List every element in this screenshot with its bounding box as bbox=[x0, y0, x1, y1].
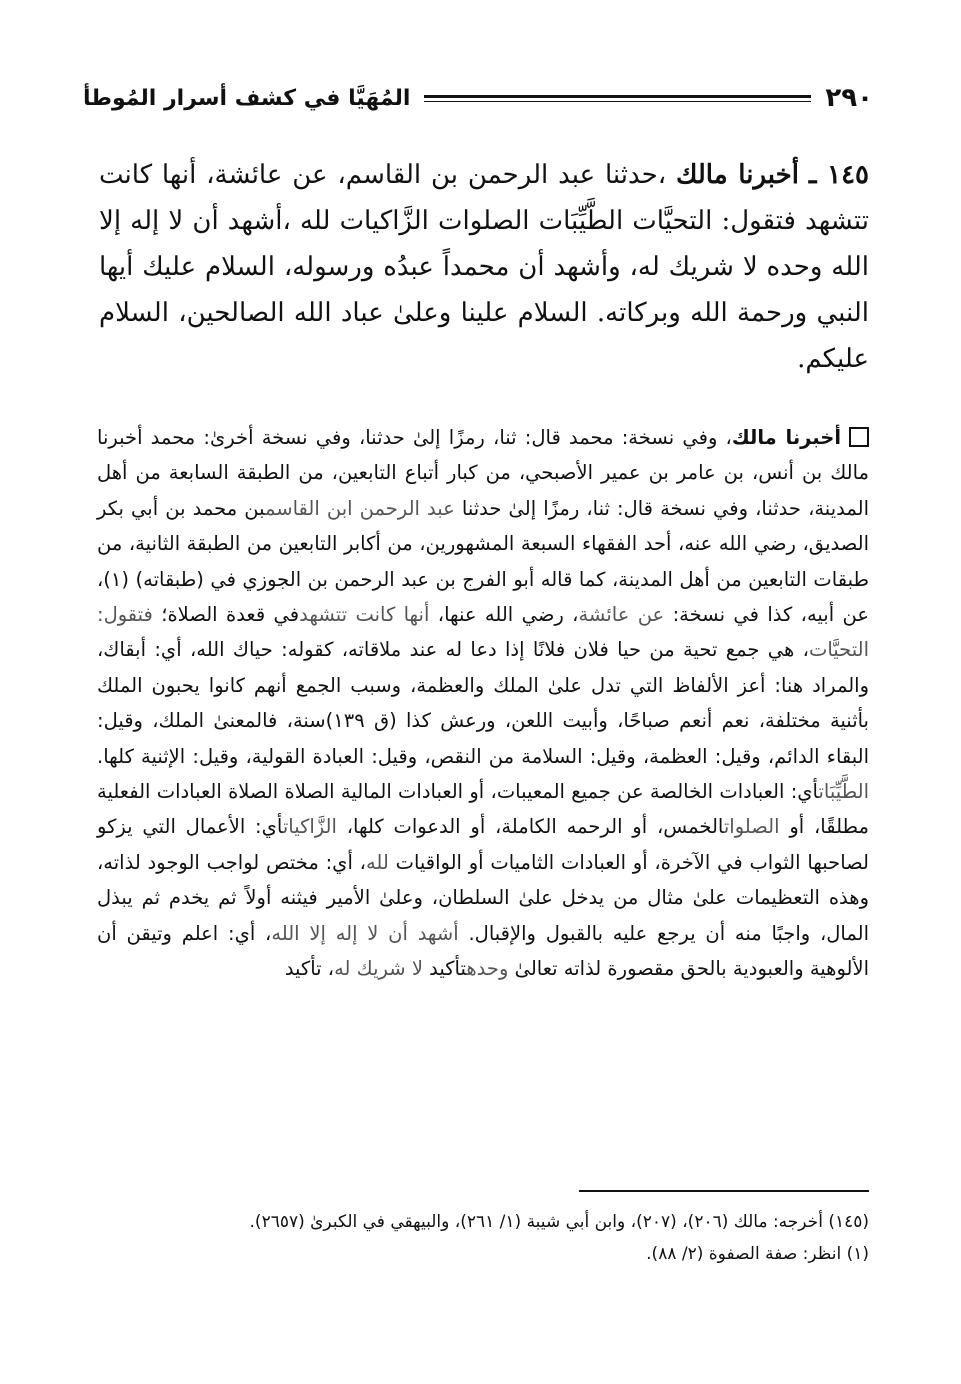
commentary-segment: تأكيد bbox=[422, 957, 467, 981]
commentary bbox=[97, 420, 869, 987]
commentary-quote: أنها كانت تتشهد bbox=[299, 603, 430, 627]
commentary-segment: ، وفي نسخة: محمد قال: ثنا، رمزًا إلىٰ حدثنا، وفي نسخة أخرىٰ: محمد أخبرنا مالك بن أنس، بن عامر بن عمير الأصبحي، من كبار أتباع التابعين، من الطبقة السابعة من أهل المدينة، bbox=[97, 426, 869, 520]
footnote-separator bbox=[579, 1190, 869, 1192]
commentary-segment: ، أي: اعلم وتيقن أن الألوهية والعبودية بالحق مقصورة لذاته تعالىٰ bbox=[97, 921, 869, 981]
commentary-segment: بن محمد بن أبي بكر الصديق، رضي الله عنه، أحد الفقهاء السبعة المشهورين، من أكابر التابعين من الطبقة الثانية، من طبقات التابعين من أهل المدينة، كما قاله أبو الفرج بن عبد الرحمن بن الجوزي في (طبقاته) (١)، عن أبيه، كذا في نسخة: bbox=[97, 496, 869, 627]
commentary-quote: الزَّاكيات bbox=[282, 815, 337, 839]
square-marker-icon bbox=[849, 427, 869, 447]
footnotes bbox=[97, 1206, 869, 1270]
commentary-quote: عبد الرحمن ابن القاسم bbox=[264, 496, 455, 520]
hadith-text bbox=[99, 152, 869, 382]
commentary-segment: في قعدة الصلاة؛ bbox=[152, 603, 300, 627]
hadith-number: ١٤٥ ـ bbox=[808, 160, 870, 190]
page-header bbox=[83, 78, 873, 118]
commentary-quote: لله bbox=[365, 850, 389, 874]
commentary-segment: ، أي: مختص لواجب الوجود لذاته، وهذه التعظيمات علىٰ مثال من يدخل علىٰ السلطان، وعلىٰ الأمير فيثنه أولاً ثم يخدم ثم يبذل المال، واجبًا منه أن يرجع عليه بالقبول والإقبال. bbox=[97, 850, 869, 945]
commentary-segment: الخمس، أو الرحمه الكاملة، أو الدعوات كلها، bbox=[336, 815, 724, 839]
commentary-quote: لا شريك له bbox=[334, 957, 423, 981]
commentary-quote: وحده bbox=[466, 957, 509, 981]
footnote-1: (١) انظر: صفة الصفوة (٢/ ٨٨). bbox=[646, 1244, 869, 1264]
commentary-segment: ، هي جمع تحية من حيا فلان فلانًا إذا دعا له عند ملاقاته، كقوله: حياك الله، أي: أبقاك، والمراد هنا: أعز الألفاظ التي تدل علىٰ الملك والعظمة، وسبب الجمع أنهم كانوا يحبون الملك بأثنية مختلفة، نعم أنعم صباحًا، وأبيت اللعن، ورعش كذا (ق ١٣٩)سنة، فالمعنىٰ الملك، وقيل: البقاء الدائم، وقيل: العظمة، وقيل: السلامة من النقص، وقيل: العبادة القولية، وقيل: الإثنية كلها. bbox=[97, 638, 869, 768]
commentary-segment: أي: العبادات الخالصة عن جميع المعيبات، أو العبادات المالية الصلاة الصلاة العبادات الفعلية مطلقًا، أو bbox=[97, 780, 869, 839]
commentary-segment: أي: الأعمال التي يزكو لصاحبها الثواب في الآخرة، أو العبادات الثاميات أو الواقيات bbox=[97, 815, 869, 874]
commentary-quote: فتقول: التحيَّات bbox=[97, 603, 869, 662]
commentary-quote: الصلوات bbox=[723, 815, 780, 839]
commentary-segment: ، تأكيد bbox=[284, 957, 335, 981]
running-title: المُهَيَّا في كشف أسرار المُوطأ bbox=[83, 85, 411, 111]
header-rule bbox=[424, 95, 811, 102]
commentary-segment: حدثنا، وفي نسخة قال: ثنا، رمزًا إلىٰ حدثنا bbox=[454, 496, 809, 520]
hadith-narrator-ref: أخبرنا مالك bbox=[675, 160, 799, 190]
commentary-segment: ، رضي الله عنها، bbox=[429, 603, 579, 627]
commentary-lead: أخبرنا مالك bbox=[731, 426, 841, 449]
footnote-hadith-source: (١٤٥) أخرجه: مالك (٢٠٦)، (٢٠٧)، وابن أبي شيبة (١/ ٢٦١)، والبيهقي في الكبرىٰ (٢٦٥٧). bbox=[249, 1212, 869, 1232]
hadith-body: ،حدثنا عبد الرحمن بن القاسم، عن عائشة، أنها كانت تتشهد فتقول: التحيَّات الطَّيِّبَات الصلوات الزَّاكيات لله ،أشهد أن لا إله إلا الله وحده لا شريك له، وأشهد أن محمداً عبدُه ورسوله، السلام عليك أيها النبي ورحمة الله وبركاته. السلام علينا وعلىٰ عباد الله الصالحين، السلام عليكم. bbox=[99, 160, 869, 374]
commentary-quote: عن عائشة bbox=[578, 603, 665, 627]
page-number: ٢٩٠ bbox=[825, 83, 873, 113]
commentary-quote: أشهد أن لا إله إلا الله bbox=[271, 921, 459, 945]
commentary-quote: الطَّيِّبَات bbox=[818, 780, 869, 804]
